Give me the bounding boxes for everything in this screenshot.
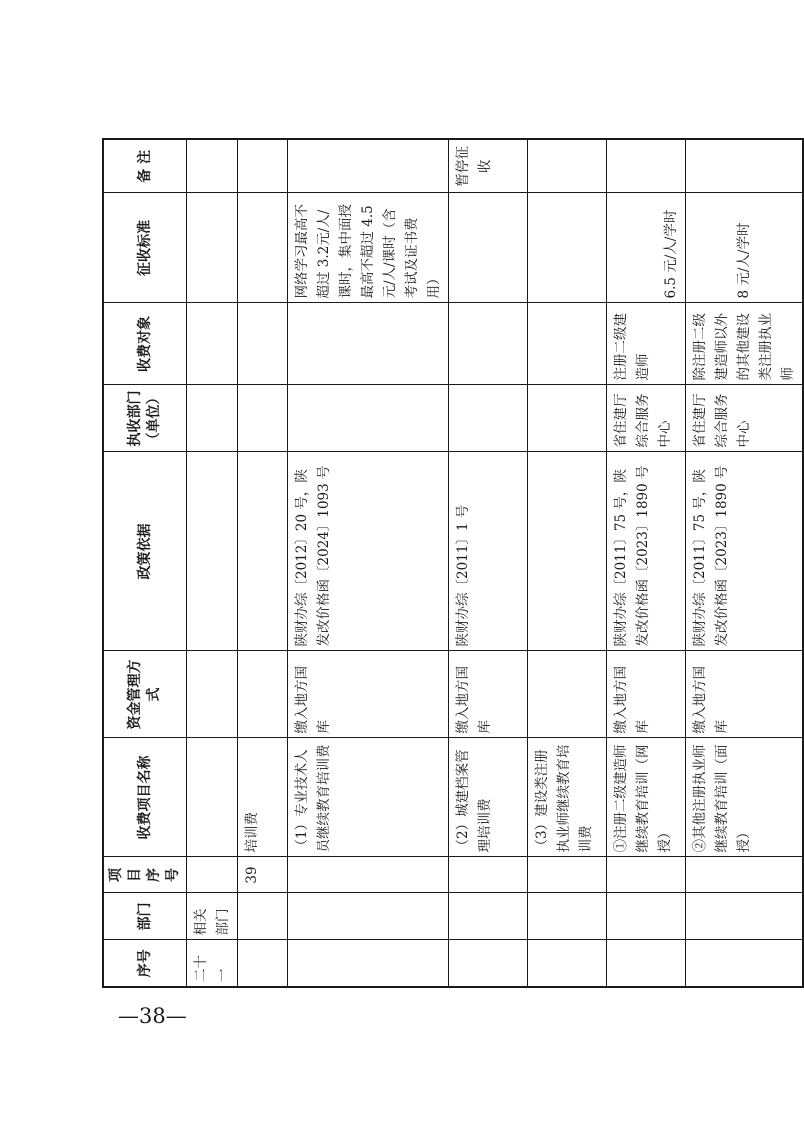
cell-item-seq [187,857,238,893]
cell-item-seq [686,857,804,893]
cell-payer [288,303,449,385]
cell-standard [187,193,238,303]
cell-item-seq [288,857,449,893]
cell-fund-mgmt: 缴入地方国库 [607,651,686,738]
cell-dept [449,893,528,940]
table-row [686,139,804,987]
header-payer: 收费对象 [103,303,187,385]
cell-policy: 陕财办综〔2012〕20 号，陕发改价格函〔2024〕1093 号 [288,452,449,651]
cell-policy: 陕财办综〔2011〕1 号 [449,452,528,651]
fee-table-rotated [102,140,796,988]
cell-seq [528,940,607,987]
cell-seq [238,940,288,987]
cell-collector [528,385,607,452]
cell-remark [187,139,238,193]
cell-policy [187,452,238,651]
cell-item-name: （1）专业技术人员继续教育培训费 [288,738,449,857]
cell-payer: 除注册二级建造师以外的其他建设类注册执业师 [686,303,804,385]
cell-item-seq [607,857,686,893]
cell-remark [528,139,607,193]
cell-remark: 暂停征收 [449,139,528,193]
table-row [528,139,607,987]
table-header-row [103,139,187,987]
cell-payer: 注册二级建造师 [607,303,686,385]
cell-dept [528,893,607,940]
cell-remark [607,139,686,193]
page-number: —38— [118,1004,187,1028]
header-dept: 部门 [103,893,187,940]
table-row [449,139,528,987]
header-collector [103,385,187,452]
header-policy: 政策依据 [103,452,187,651]
cell-payer [528,303,607,385]
cell-seq [449,940,528,987]
cell-item-name: ①注册二级建造师继续教育培训（网授） [607,738,686,857]
cell-standard: 6.5 元/人/学时 [607,193,686,303]
cell-dept: 相关部门 [187,893,238,940]
header-item-name: 收费项目名称 [103,738,187,857]
cell-item-name: （2）城建档案管理培训费 [449,738,528,857]
cell-policy: 陕财办综〔2011〕75 号，陕发改价格函〔2023〕1890 号 [686,452,804,651]
cell-seq [607,940,686,987]
cell-policy: 陕财办综〔2011〕75 号，陕发改价格函〔2023〕1890 号 [607,452,686,651]
cell-fund-mgmt [528,651,607,738]
cell-collector [187,385,238,452]
cell-dept [288,893,449,940]
cell-item-name: 培训费 [238,738,288,857]
cell-remark [238,139,288,193]
table-row [288,139,449,987]
cell-seq: 二十一 [187,940,238,987]
cell-item-name: （3）建设类注册执业师继续教育培训费 [528,738,607,857]
cell-collector [238,385,288,452]
cell-standard [449,193,528,303]
cell-remark [288,139,449,193]
cell-dept [686,893,804,940]
cell-remark [686,139,804,193]
header-collector-line1: 执收部门 [127,390,143,447]
cell-policy [528,452,607,651]
header-seq: 序号 [103,940,187,987]
cell-item-name [187,738,238,857]
cell-dept [238,893,288,940]
cell-standard: 8 元/人/学时 [686,193,804,303]
cell-payer [449,303,528,385]
cell-collector: 省住建厅综合服务中心 [607,385,686,452]
cell-fund-mgmt: 缴入地方国库 [288,651,449,738]
table-row [238,139,288,987]
cell-fund-mgmt: 缴入地方国库 [686,651,804,738]
cell-payer [238,303,288,385]
cell-item-seq: 39 [238,857,288,893]
cell-standard: 网络学习最高不超过 3.2元/人/课时，集中面授最高不超过 4.5 元/人/课时（含考试及证书费用） [288,193,449,303]
cell-item-seq [449,857,528,893]
fee-table [102,138,804,988]
cell-policy [238,452,288,651]
cell-collector [449,385,528,452]
header-fund-mgmt: 资金管理方式 [103,651,187,738]
cell-fund-mgmt [238,651,288,738]
header-remark: 备 注 [103,139,187,193]
header-standard: 征收标准 [103,193,187,303]
cell-fund-mgmt: 缴入地方国库 [449,651,528,738]
cell-collector: 省住建厅综合服务中心 [686,385,804,452]
cell-fund-mgmt [187,651,238,738]
cell-item-seq [528,857,607,893]
header-item-seq: 项目序号 [103,857,187,893]
cell-payer [187,303,238,385]
cell-collector [288,385,449,452]
cell-item-name: ②其他注册执业师继续教育培训（面授） [686,738,804,857]
header-collector-line2: （单位） [146,390,162,447]
cell-dept [607,893,686,940]
table-row [187,139,238,987]
table-row [607,139,686,987]
cell-standard [528,193,607,303]
cell-standard [238,193,288,303]
cell-seq [686,940,804,987]
cell-seq [288,940,449,987]
